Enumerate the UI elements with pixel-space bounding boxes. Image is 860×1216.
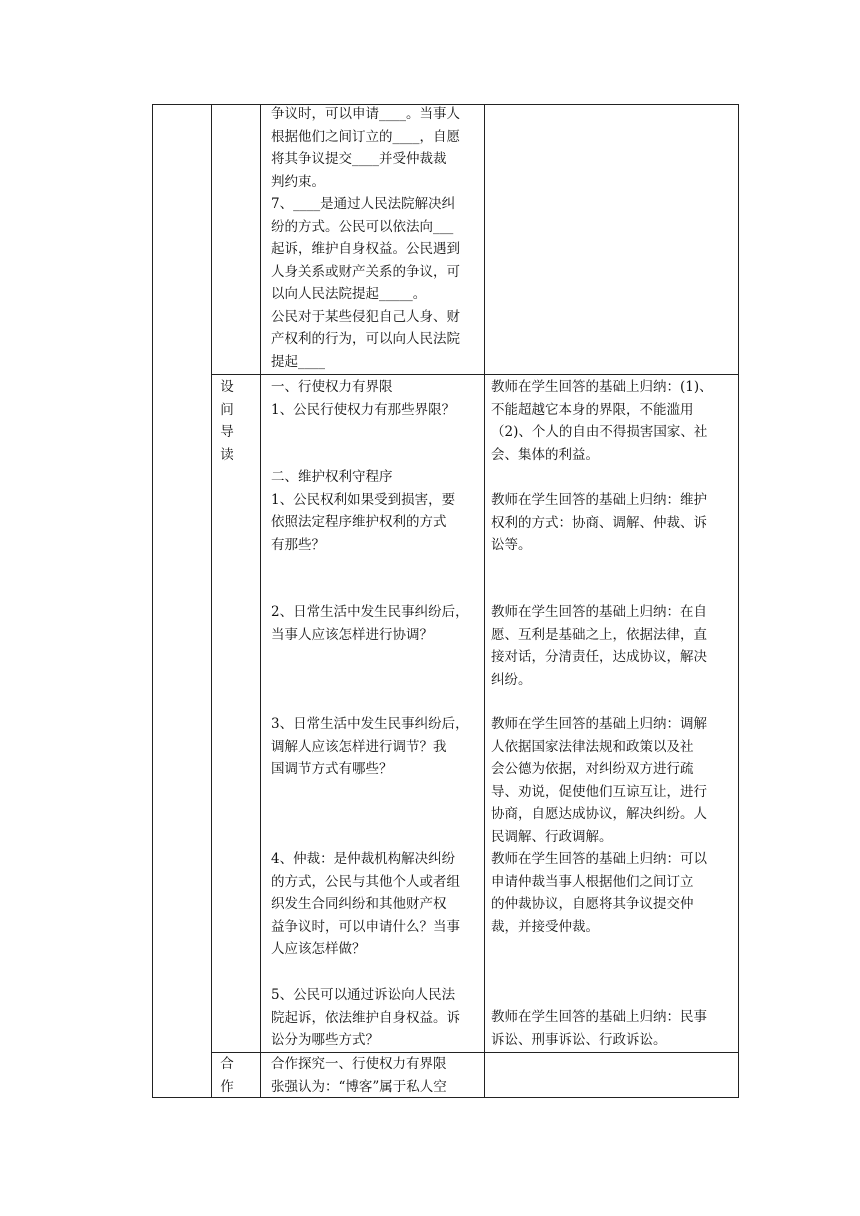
question-line: 公民对于某些侵犯自己人身、财 bbox=[271, 308, 460, 325]
guide-question-6 bbox=[271, 984, 483, 1052]
question-line: 有那些？ bbox=[271, 536, 325, 553]
answer-line: 纠纷。 bbox=[491, 671, 532, 688]
question-line: 调解人应该怎样进行调节？我 bbox=[271, 738, 447, 755]
question-line: 人应该怎样做？ bbox=[271, 941, 366, 957]
guide-answer-4 bbox=[491, 713, 736, 848]
answer-line: 协商，自愿达成协议，解决纠纷。人 bbox=[491, 806, 707, 822]
guide-question-5 bbox=[271, 848, 483, 961]
answer-line: 教师在学生回答的基础上归纳：在自 bbox=[491, 604, 707, 620]
question-line: 将其争议提交____并受仲裁裁 bbox=[271, 151, 447, 167]
stage-label-coop bbox=[217, 1053, 237, 1098]
answer-line: 会、集体的利益。 bbox=[491, 446, 599, 463]
question-line: 依照法定程序维护权利的方式 bbox=[271, 514, 447, 530]
guide-answer-6 bbox=[491, 1006, 736, 1051]
guide-answer-1 bbox=[491, 376, 736, 466]
coop-line: 合作探究一、行使权力有界限 bbox=[271, 1056, 447, 1072]
answer-line: 申请仲裁当事人根据他们之间订立 bbox=[491, 873, 694, 890]
question-line: 益争议时，可以申请什么？当事 bbox=[271, 918, 460, 935]
question-line: 纷的方式。公民可以依法向___ bbox=[271, 218, 454, 235]
answer-line: 教师在学生回答的基础上归纳：可以 bbox=[491, 851, 707, 867]
answer-line: 接对话，分清责任，达成协议，解决 bbox=[491, 649, 707, 665]
stage-char: 设 bbox=[220, 379, 234, 395]
question-line: 7、____是通过人民法院解决纠 bbox=[271, 196, 456, 212]
question-line: 的方式，公民与其他个人或者组 bbox=[271, 873, 460, 890]
answer-line: 教师在学生回答的基础上归纳：维护 bbox=[491, 492, 707, 508]
answer-line: 民调解、行政调解。 bbox=[491, 828, 613, 845]
question-line: 织发生合同纠纷和其他财产权 bbox=[271, 896, 447, 912]
answer-line: 裁，并接受仲裁。 bbox=[491, 918, 599, 935]
question-line: 以向人民法院提起_____。 bbox=[271, 286, 427, 302]
answer-line: 导、劝说，促使他们互谅互让，进行 bbox=[491, 783, 707, 800]
guide-question-4 bbox=[271, 713, 483, 781]
question-line: 二、维护权利守程序 bbox=[271, 469, 393, 485]
table-left-border bbox=[152, 104, 153, 1098]
guide-question-2 bbox=[271, 466, 483, 556]
question-line: 3、日常生活中发生民事纠纷后， bbox=[271, 716, 469, 732]
question-line: 根据他们之间订立的____，自愿 bbox=[271, 128, 460, 145]
question-line: 5、公民可以通过诉讼向人民法 bbox=[271, 987, 456, 1003]
answer-line: 愿、互利是基础之上，依据法律，直 bbox=[491, 626, 707, 643]
stage-char: 导 bbox=[220, 424, 234, 440]
coop-line: 张强认为：“博客”属于私人空 bbox=[271, 1078, 447, 1095]
coop-content-cell bbox=[271, 1053, 483, 1098]
answer-line: 的仲裁协议，自愿将其争议提交仲 bbox=[491, 896, 694, 912]
column-divider-1 bbox=[211, 104, 212, 1098]
answer-line: （2)、个人的自由不得损害国家、社 bbox=[491, 424, 708, 440]
guide-question-3 bbox=[271, 601, 483, 646]
answer-line: 人依据国家法律法规和政策以及社 bbox=[491, 738, 694, 755]
answer-line: 讼等。 bbox=[491, 537, 532, 553]
column-divider-2 bbox=[260, 104, 261, 1098]
question-line: 国调节方式有哪些？ bbox=[271, 761, 393, 777]
question-line: 人身关系或财产关系的争议，可 bbox=[271, 263, 460, 280]
question-line: 讼分为哪些方式？ bbox=[271, 1032, 379, 1048]
answer-line: 不能超越它本身的界限，不能滥用 bbox=[491, 401, 694, 418]
guide-answer-3 bbox=[491, 601, 736, 691]
table-right-border bbox=[738, 104, 739, 1098]
question-line: 2、日常生活中发生民事纠纷后， bbox=[271, 604, 469, 620]
stage-char: 问 bbox=[220, 401, 234, 418]
question-line: 提起____ bbox=[271, 353, 325, 370]
row-divider-guide bbox=[211, 374, 739, 375]
question-line: 争议时，可以申请____。当事人 bbox=[271, 106, 460, 122]
answer-line: 教师在学生回答的基础上归纳：(1)、 bbox=[491, 379, 713, 395]
guide-answer-5 bbox=[491, 848, 736, 938]
question-line: 起诉，维护自身权益。公民遇到 bbox=[271, 241, 460, 257]
answer-line: 教师在学生回答的基础上归纳：调解 bbox=[491, 716, 707, 732]
stage-char: 合 bbox=[220, 1056, 234, 1072]
question-line: 产权利的行为，可以向人民法院 bbox=[271, 331, 460, 347]
answer-line: 权利的方式：协商、调解、仲裁、诉 bbox=[491, 514, 707, 531]
question-line: 1、公民权利如果受到损害，要 bbox=[271, 491, 456, 508]
question-line: 4、仲裁：是仲裁机构解决纠纷 bbox=[271, 851, 456, 867]
question-line: 当事人应该怎样进行协调？ bbox=[271, 626, 433, 643]
guide-question-1 bbox=[271, 376, 483, 421]
stage-label-guide bbox=[217, 376, 237, 466]
question-line: 判约束。 bbox=[271, 173, 325, 190]
guide-answer-2 bbox=[491, 489, 736, 557]
stage-char: 作 bbox=[220, 1078, 234, 1095]
question-line: 一、行使权力有界限 bbox=[271, 379, 393, 395]
top-questions-cell bbox=[271, 103, 483, 373]
question-line: 院起诉，依法维护自身权益。诉 bbox=[271, 1009, 460, 1026]
column-divider-3 bbox=[484, 104, 485, 1098]
question-line: 1、公民行使权力有那些界限？ bbox=[271, 401, 456, 418]
answer-line: 教师在学生回答的基础上归纳：民事 bbox=[491, 1009, 707, 1025]
stage-char: 读 bbox=[220, 446, 234, 463]
answer-line: 会公德为依据，对纠纷双方进行疏 bbox=[491, 761, 694, 777]
answer-line: 诉讼、刑事诉讼、行政诉讼。 bbox=[491, 1031, 667, 1048]
